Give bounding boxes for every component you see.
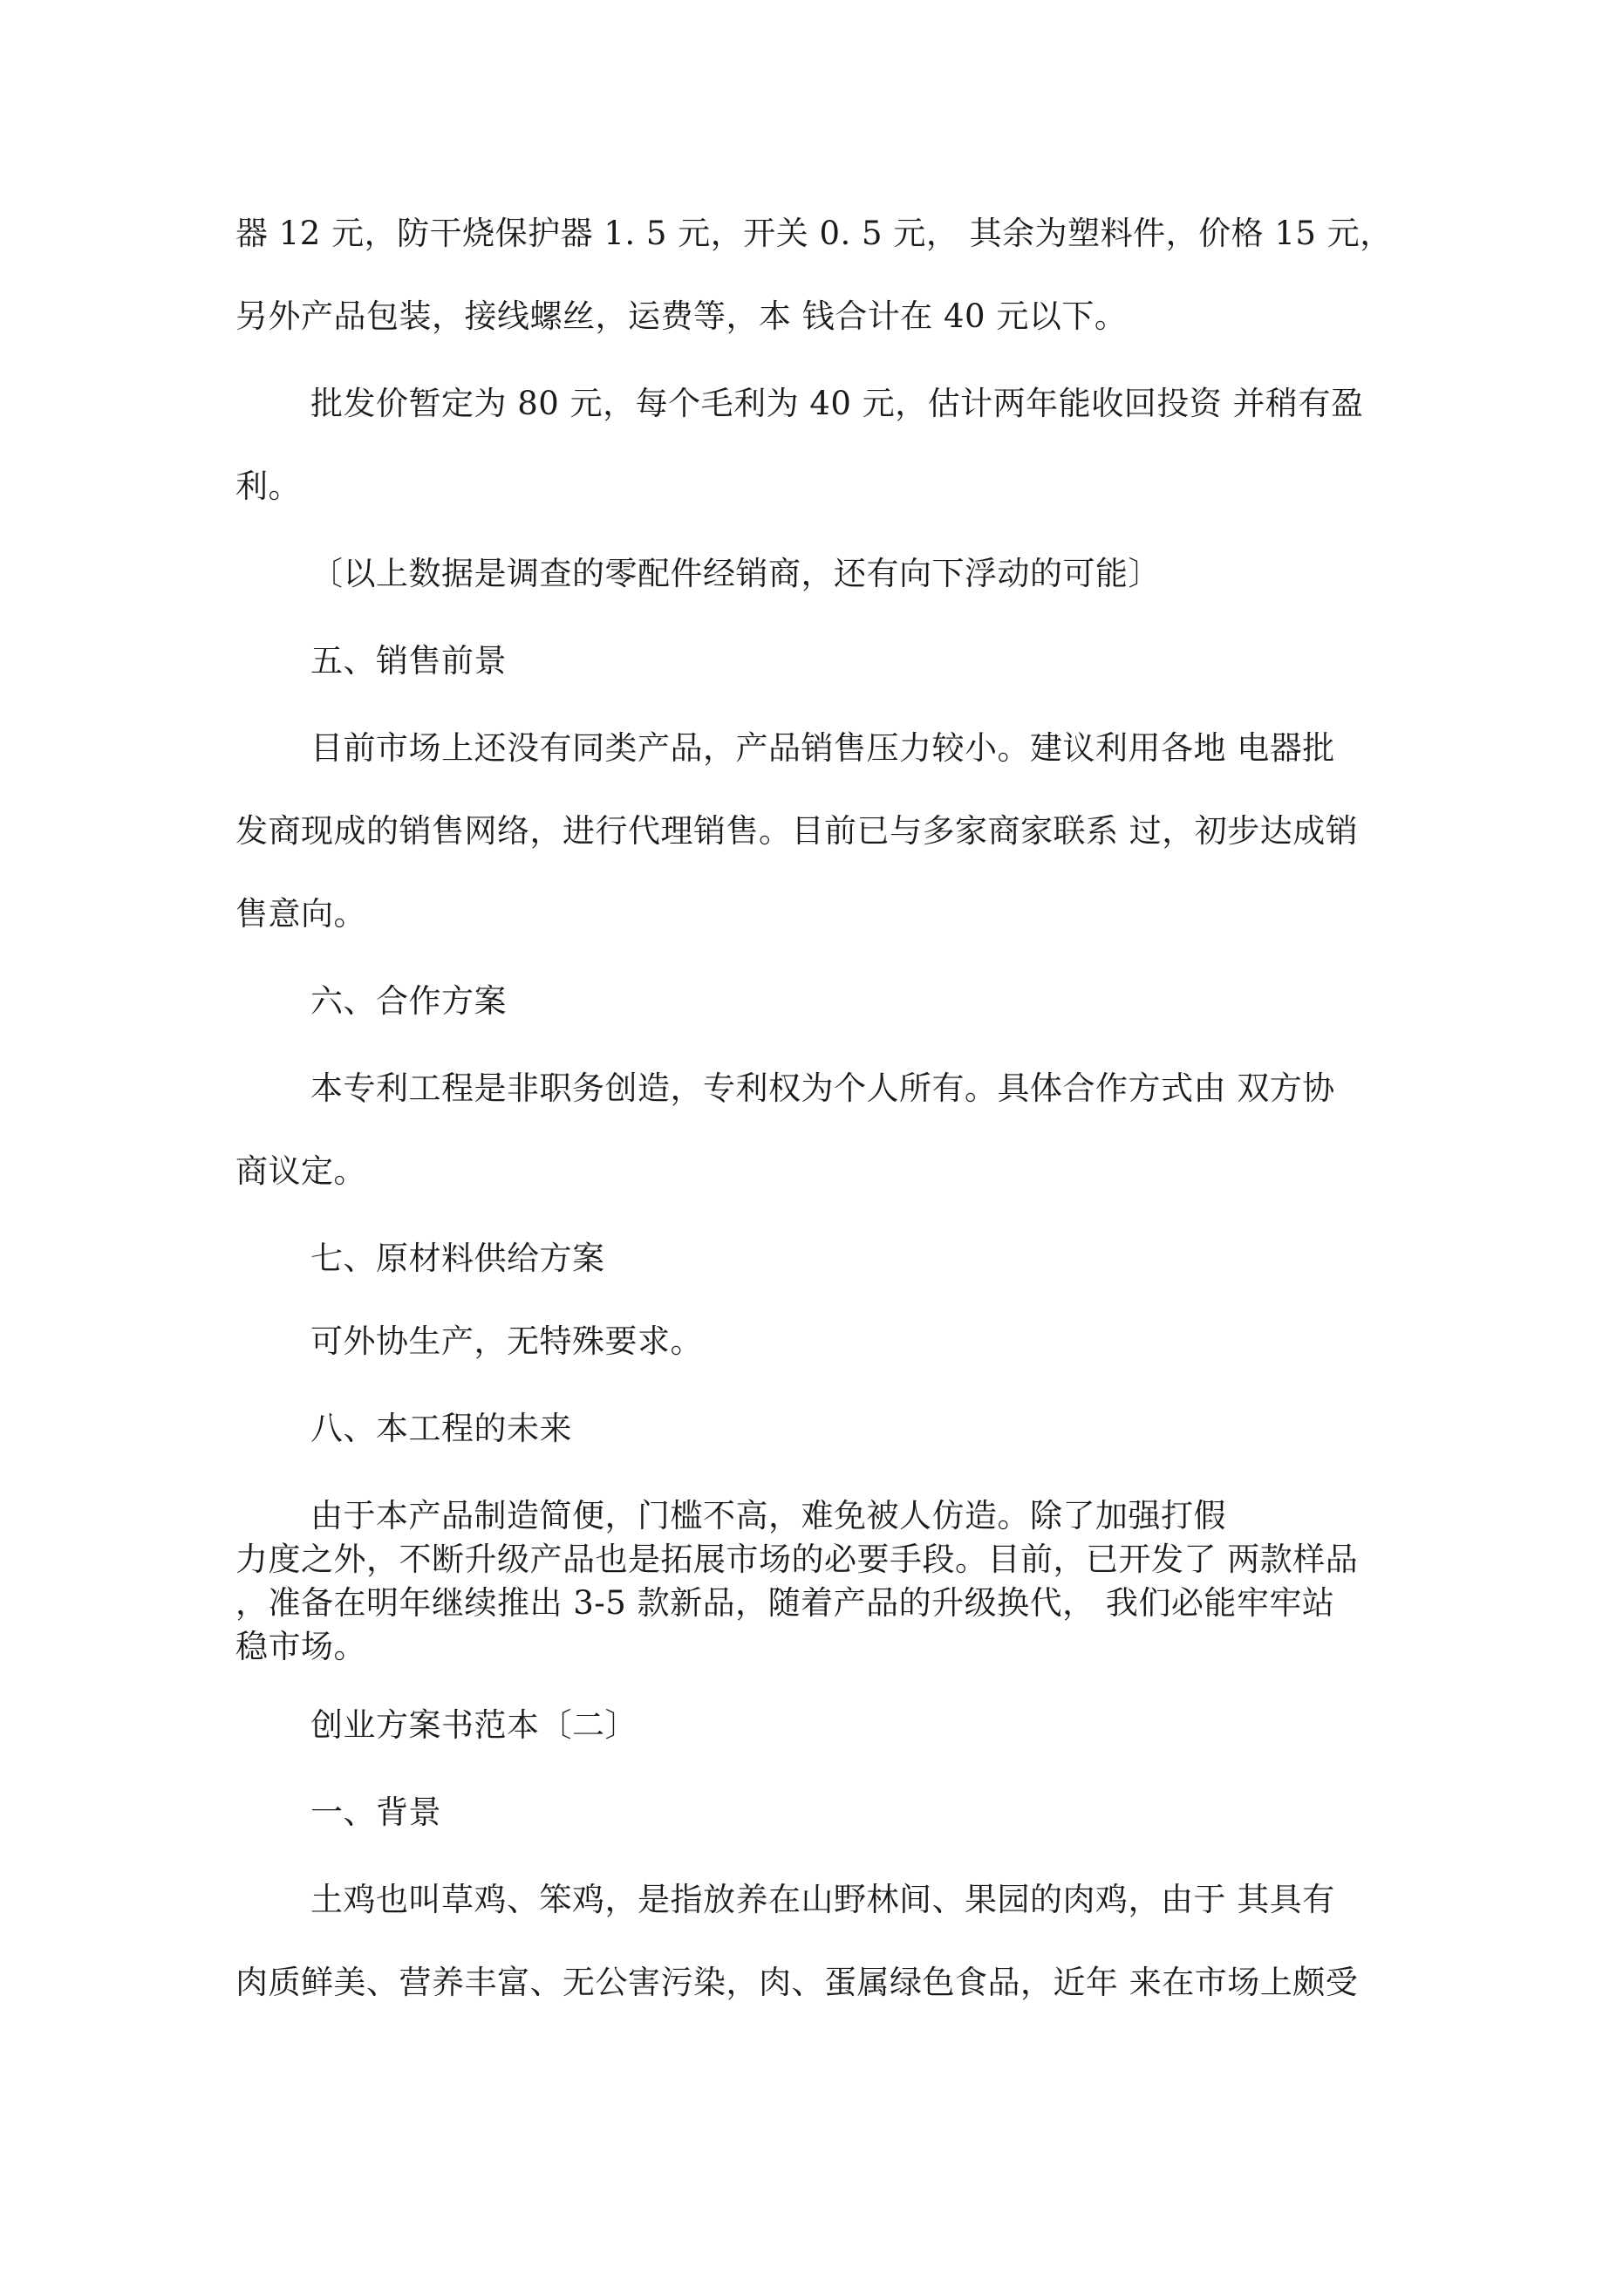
section-heading-6: 六、合作方案 — [310, 982, 507, 1020]
document-subtitle: 创业方案书范本〔二〕 — [310, 1706, 638, 1744]
text-line-8: 发商现成的销售网络，进行代理销售。目前已与多家商家联系 过，初步达成销 — [235, 812, 1359, 850]
text-line-19: 稳市场。 — [235, 1628, 366, 1665]
section-heading-5: 五、销售前景 — [310, 642, 507, 680]
section-heading-8: 八、本工程的未来 — [310, 1410, 572, 1447]
text-line-2: 另外产品包装，接线螺丝，运费等，本 钱合计在 40 元以下。 — [235, 297, 1128, 335]
section-heading-1: 一、背景 — [310, 1794, 441, 1831]
text-line-4: 利。 — [235, 468, 301, 505]
text-line-11: 本专利工程是非职务创造，专利权为个人所有。具体合作方式由 双方协 — [310, 1069, 1335, 1107]
text-line-23: 肉质鲜美、营养丰富、无公害污染，肉、蛋属绿色食品，近年 来在市场上颇受 — [235, 1964, 1359, 2001]
text-line-22: 土鸡也叫草鸡、笨鸡，是指放养在山野林间、果园的肉鸡，由于 其具有 — [310, 1881, 1335, 1918]
section-heading-7: 七、原材料供给方案 — [310, 1240, 605, 1277]
text-line-18: ，准备在明年继续推出 3-5 款新品，随着产品的升级换代， 我们必能牢牢站 — [235, 1584, 1335, 1622]
text-line-16: 由于本产品制造简便，门槛不高，难免被人仿造。除了加强打假 — [310, 1497, 1226, 1534]
text-line-9: 售意向。 — [235, 895, 366, 933]
text-line-17: 力度之外，不断升级产品也是拓展市场的必要手段。目前，已开发了 两款样品 — [235, 1541, 1359, 1578]
text-line-14: 可外协生产，无特殊要求。 — [310, 1322, 703, 1360]
text-line-1: 器 12 元，防干烧保护器 1. 5 元，开关 0. 5 元， 其余为塑料件，价格 15 元， — [235, 215, 1393, 252]
text-line-3: 批发价暂定为 80 元，每个毛利为 40 元，估计两年能收回投资 并稍有盈 — [310, 385, 1364, 422]
text-line-7: 目前市场上还没有同类产品，产品销售压力较小。建议利用各地 电器批 — [310, 729, 1335, 767]
text-line-5: 〔以上数据是调查的零配件经销商，还有向下浮动的可能〕 — [310, 555, 1161, 592]
text-line-12: 商议定。 — [235, 1152, 366, 1190]
